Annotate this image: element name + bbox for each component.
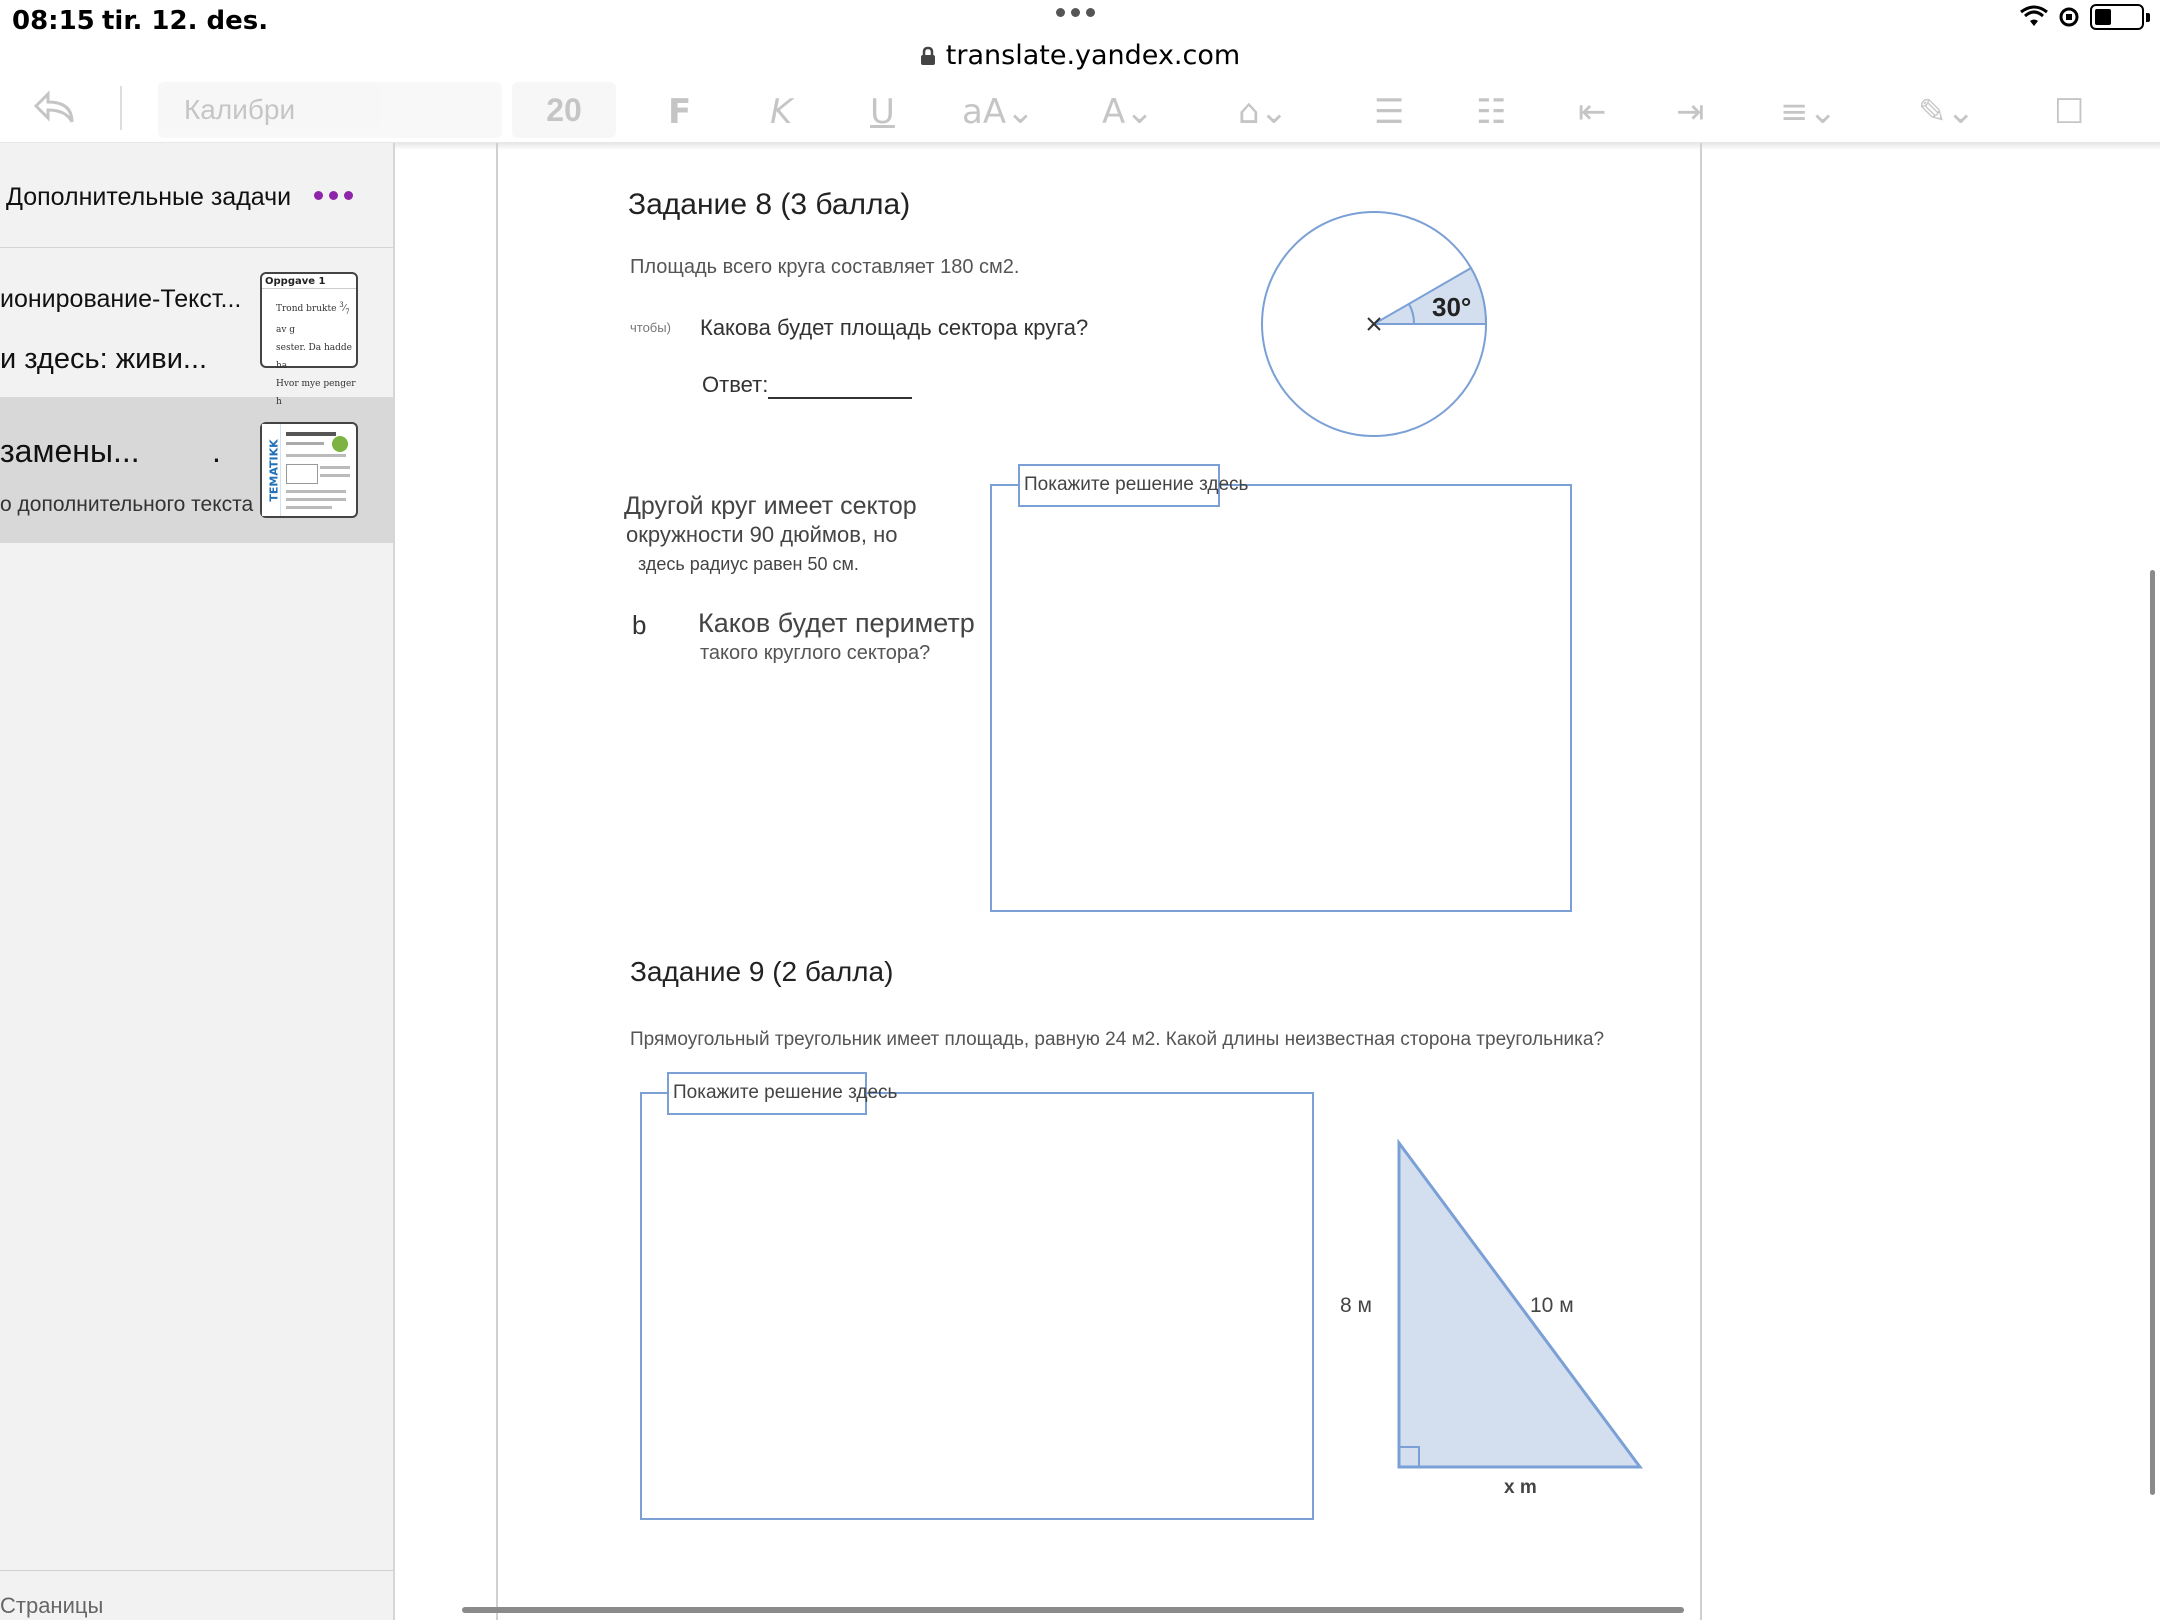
- page-preview: о дополнительного текста: [0, 493, 254, 516]
- solution-box-task8[interactable]: [990, 484, 1572, 912]
- right-triangle-figure: [1330, 1130, 1660, 1510]
- undo-icon[interactable]: [32, 90, 82, 130]
- task8-b-marker: b: [632, 610, 647, 640]
- status-time: 08:15: [12, 6, 95, 36]
- dot-marker: .: [212, 433, 221, 469]
- outdent-icon[interactable]: ⇤: [1578, 92, 1607, 132]
- bold-icon[interactable]: F: [668, 92, 692, 132]
- battery-icon: [2090, 4, 2144, 30]
- circle-sector-figure: [1256, 208, 1496, 448]
- task8-b-question-1: Каков будет периметр: [698, 608, 975, 638]
- task9-question: Прямоугольный треугольник имеет площадь, равную 24 м2. Какой длины неизвестная сторона треугольника?: [630, 1029, 1605, 1050]
- vertical-scrollbar[interactable]: [2150, 570, 2155, 1495]
- page-title: замены...: [0, 433, 140, 469]
- solution-box-task9[interactable]: [640, 1092, 1314, 1520]
- task8-intro: Площадь всего круга составляет 180 см2.: [630, 256, 1020, 278]
- wifi-icon: [2020, 6, 2048, 28]
- styles-icon[interactable]: ✎⌄: [1918, 92, 1975, 132]
- thumb-line: Hvor mye penger h: [276, 378, 356, 407]
- page-edge-left: [496, 143, 498, 1620]
- bullet-list-icon[interactable]: ☰: [1374, 92, 1405, 132]
- section-title[interactable]: Дополнительные задачи: [6, 183, 292, 211]
- side-hyp-label: 10 м: [1530, 1294, 1574, 1317]
- angle-label: 30°: [1432, 292, 1472, 322]
- toolbar-separator: [120, 86, 122, 130]
- status-icons: [2020, 4, 2150, 30]
- status-bar: [0, 0, 2160, 40]
- indent-icon[interactable]: ⇥: [1676, 92, 1705, 132]
- more-options-icon[interactable]: [314, 191, 353, 200]
- task8-b-text-2: окружности 90 дюймов, но: [626, 522, 898, 547]
- align-icon[interactable]: ≡⌄: [1780, 92, 1837, 132]
- task8-a-marker: чтобы): [630, 320, 671, 335]
- multitasking-dots-icon[interactable]: [1056, 8, 1095, 17]
- sidebar-header: [0, 143, 393, 248]
- side-left-label: 8 м: [1340, 1294, 1372, 1317]
- horizontal-scrollbar[interactable]: [462, 1607, 1684, 1613]
- task8-b-text-3: здесь радиус равен 50 см.: [638, 554, 859, 574]
- page-thumbnail-2: [260, 422, 358, 518]
- task8-answer-label: Ответ:: [702, 372, 769, 397]
- font-family-select[interactable]: Калибри: [158, 82, 502, 138]
- italic-icon[interactable]: K: [770, 92, 793, 132]
- side-bottom-label: x m: [1504, 1477, 1537, 1498]
- page-title: ионирование-Текст...: [0, 285, 242, 313]
- solution-box-label: Покажите решение здесь: [1018, 464, 1220, 507]
- solution-box-label: Покажите решение здесь: [667, 1072, 867, 1115]
- checkbox-icon[interactable]: ☐: [2054, 92, 2085, 132]
- page-preview: и здесь: живи...: [0, 343, 208, 375]
- orientation-lock-icon: [2058, 6, 2080, 28]
- url-bar[interactable]: [0, 40, 2160, 80]
- pages-label[interactable]: Страницы: [0, 1593, 104, 1618]
- formatting-toolbar: [0, 80, 2160, 142]
- page-thumbnail-1: [260, 272, 358, 407]
- font-color-icon[interactable]: A⌄: [1102, 92, 1154, 132]
- page-edge-right: [1700, 143, 1702, 1620]
- sidebar-footer[interactable]: [0, 1570, 393, 1621]
- answer-line[interactable]: [768, 397, 912, 399]
- highlight-icon[interactable]: ⌂⌄: [1238, 92, 1289, 132]
- task9-heading: Задание 9 (2 балла): [630, 956, 894, 987]
- thumb-title: Oppgave 1: [265, 276, 326, 287]
- text-size-icon[interactable]: aA⌄: [962, 92, 1035, 132]
- task8-b-text-1: Другой круг имеет сектор: [624, 492, 917, 520]
- thumb-line: Trond brukte $^3⁄_7$ av g: [276, 301, 350, 335]
- thumb-line: sester. Da hadde ha: [276, 342, 352, 371]
- thumb-brand: TEMATIKK: [267, 439, 281, 502]
- task8-a-question: Какова будет площадь сектора круга?: [700, 315, 1089, 340]
- sidebar: [0, 143, 395, 1620]
- task8-heading: Задание 8 (3 балла): [628, 188, 911, 221]
- font-size-select[interactable]: 20: [512, 82, 616, 138]
- numbered-list-icon[interactable]: ☷: [1476, 92, 1507, 132]
- url-text[interactable]: translate.yandex.com: [945, 40, 1241, 71]
- lock-icon: [920, 46, 936, 66]
- status-date: tir. 12. des.: [102, 6, 269, 36]
- task8-b-question-2: такого круглого сектора?: [700, 642, 931, 664]
- underline-icon[interactable]: U: [870, 92, 895, 132]
